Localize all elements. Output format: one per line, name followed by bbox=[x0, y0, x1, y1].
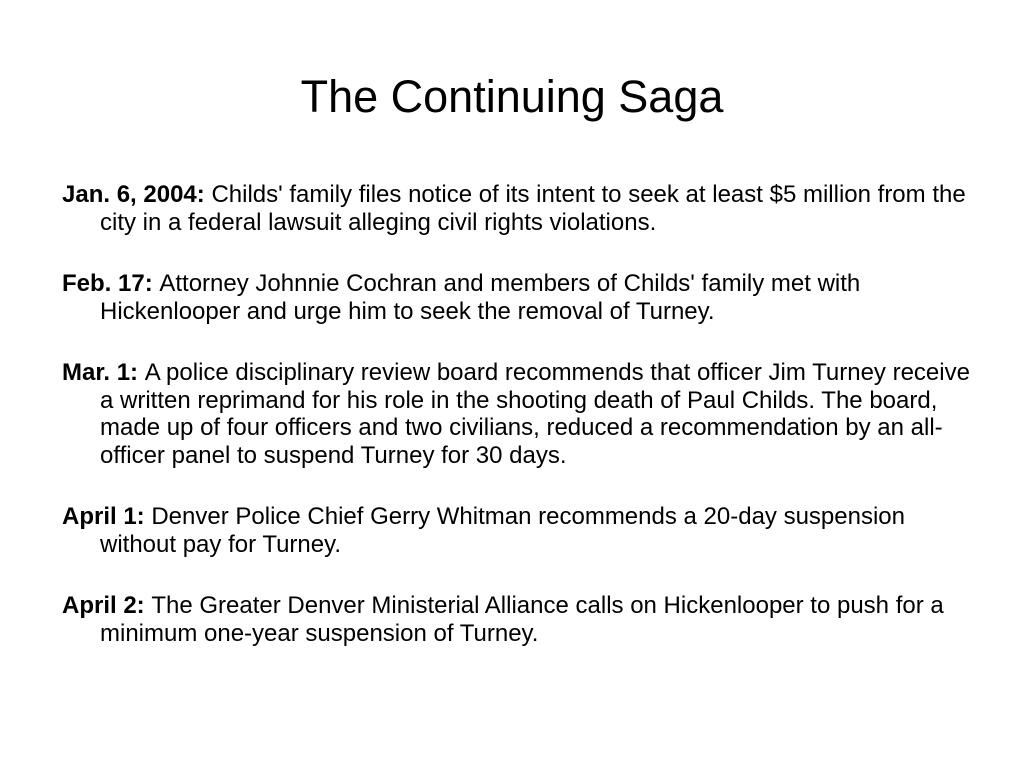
entry-date: Jan. 6, 2004: bbox=[62, 181, 212, 208]
timeline-entry bbox=[62, 592, 982, 647]
entry-date: April 1: bbox=[62, 503, 152, 530]
timeline-entry bbox=[62, 270, 982, 325]
entry-text: Attorney Johnnie Cochran and members of Childs' family met with Hickenlooper and urge him to seek the removal of Turney. bbox=[100, 270, 861, 325]
entry-text: The Greater Denver Ministerial Alliance calls on Hickenlooper to push for a minimum one-year suspension of Turney. bbox=[100, 592, 944, 647]
timeline-entry bbox=[62, 181, 982, 236]
entry-date: Feb. 17: bbox=[62, 270, 160, 297]
slide-title: The Continuing Saga bbox=[300, 71, 724, 122]
timeline-entry bbox=[62, 503, 982, 558]
entry-date: Mar. 1: bbox=[62, 359, 145, 386]
timeline-entry bbox=[62, 359, 982, 469]
entry-date: April 2: bbox=[62, 592, 152, 619]
entry-text: Childs' family files notice of its intent to seek at least $5 million from the city in a federal lawsuit alleging civil rights violations. bbox=[100, 181, 966, 236]
timeline-list bbox=[62, 181, 982, 681]
entry-text: Denver Police Chief Gerry Whitman recommends a 20-day suspension without pay for Turney. bbox=[100, 503, 905, 558]
entry-text: A police disciplinary review board recommends that officer Jim Turney receive a written reprimand for his role in the shooting death of Paul Childs. The board, made up of four officers and two civilians, reduced a recommendation by an all-officer panel to suspend Turney for 30 days. bbox=[100, 359, 970, 469]
